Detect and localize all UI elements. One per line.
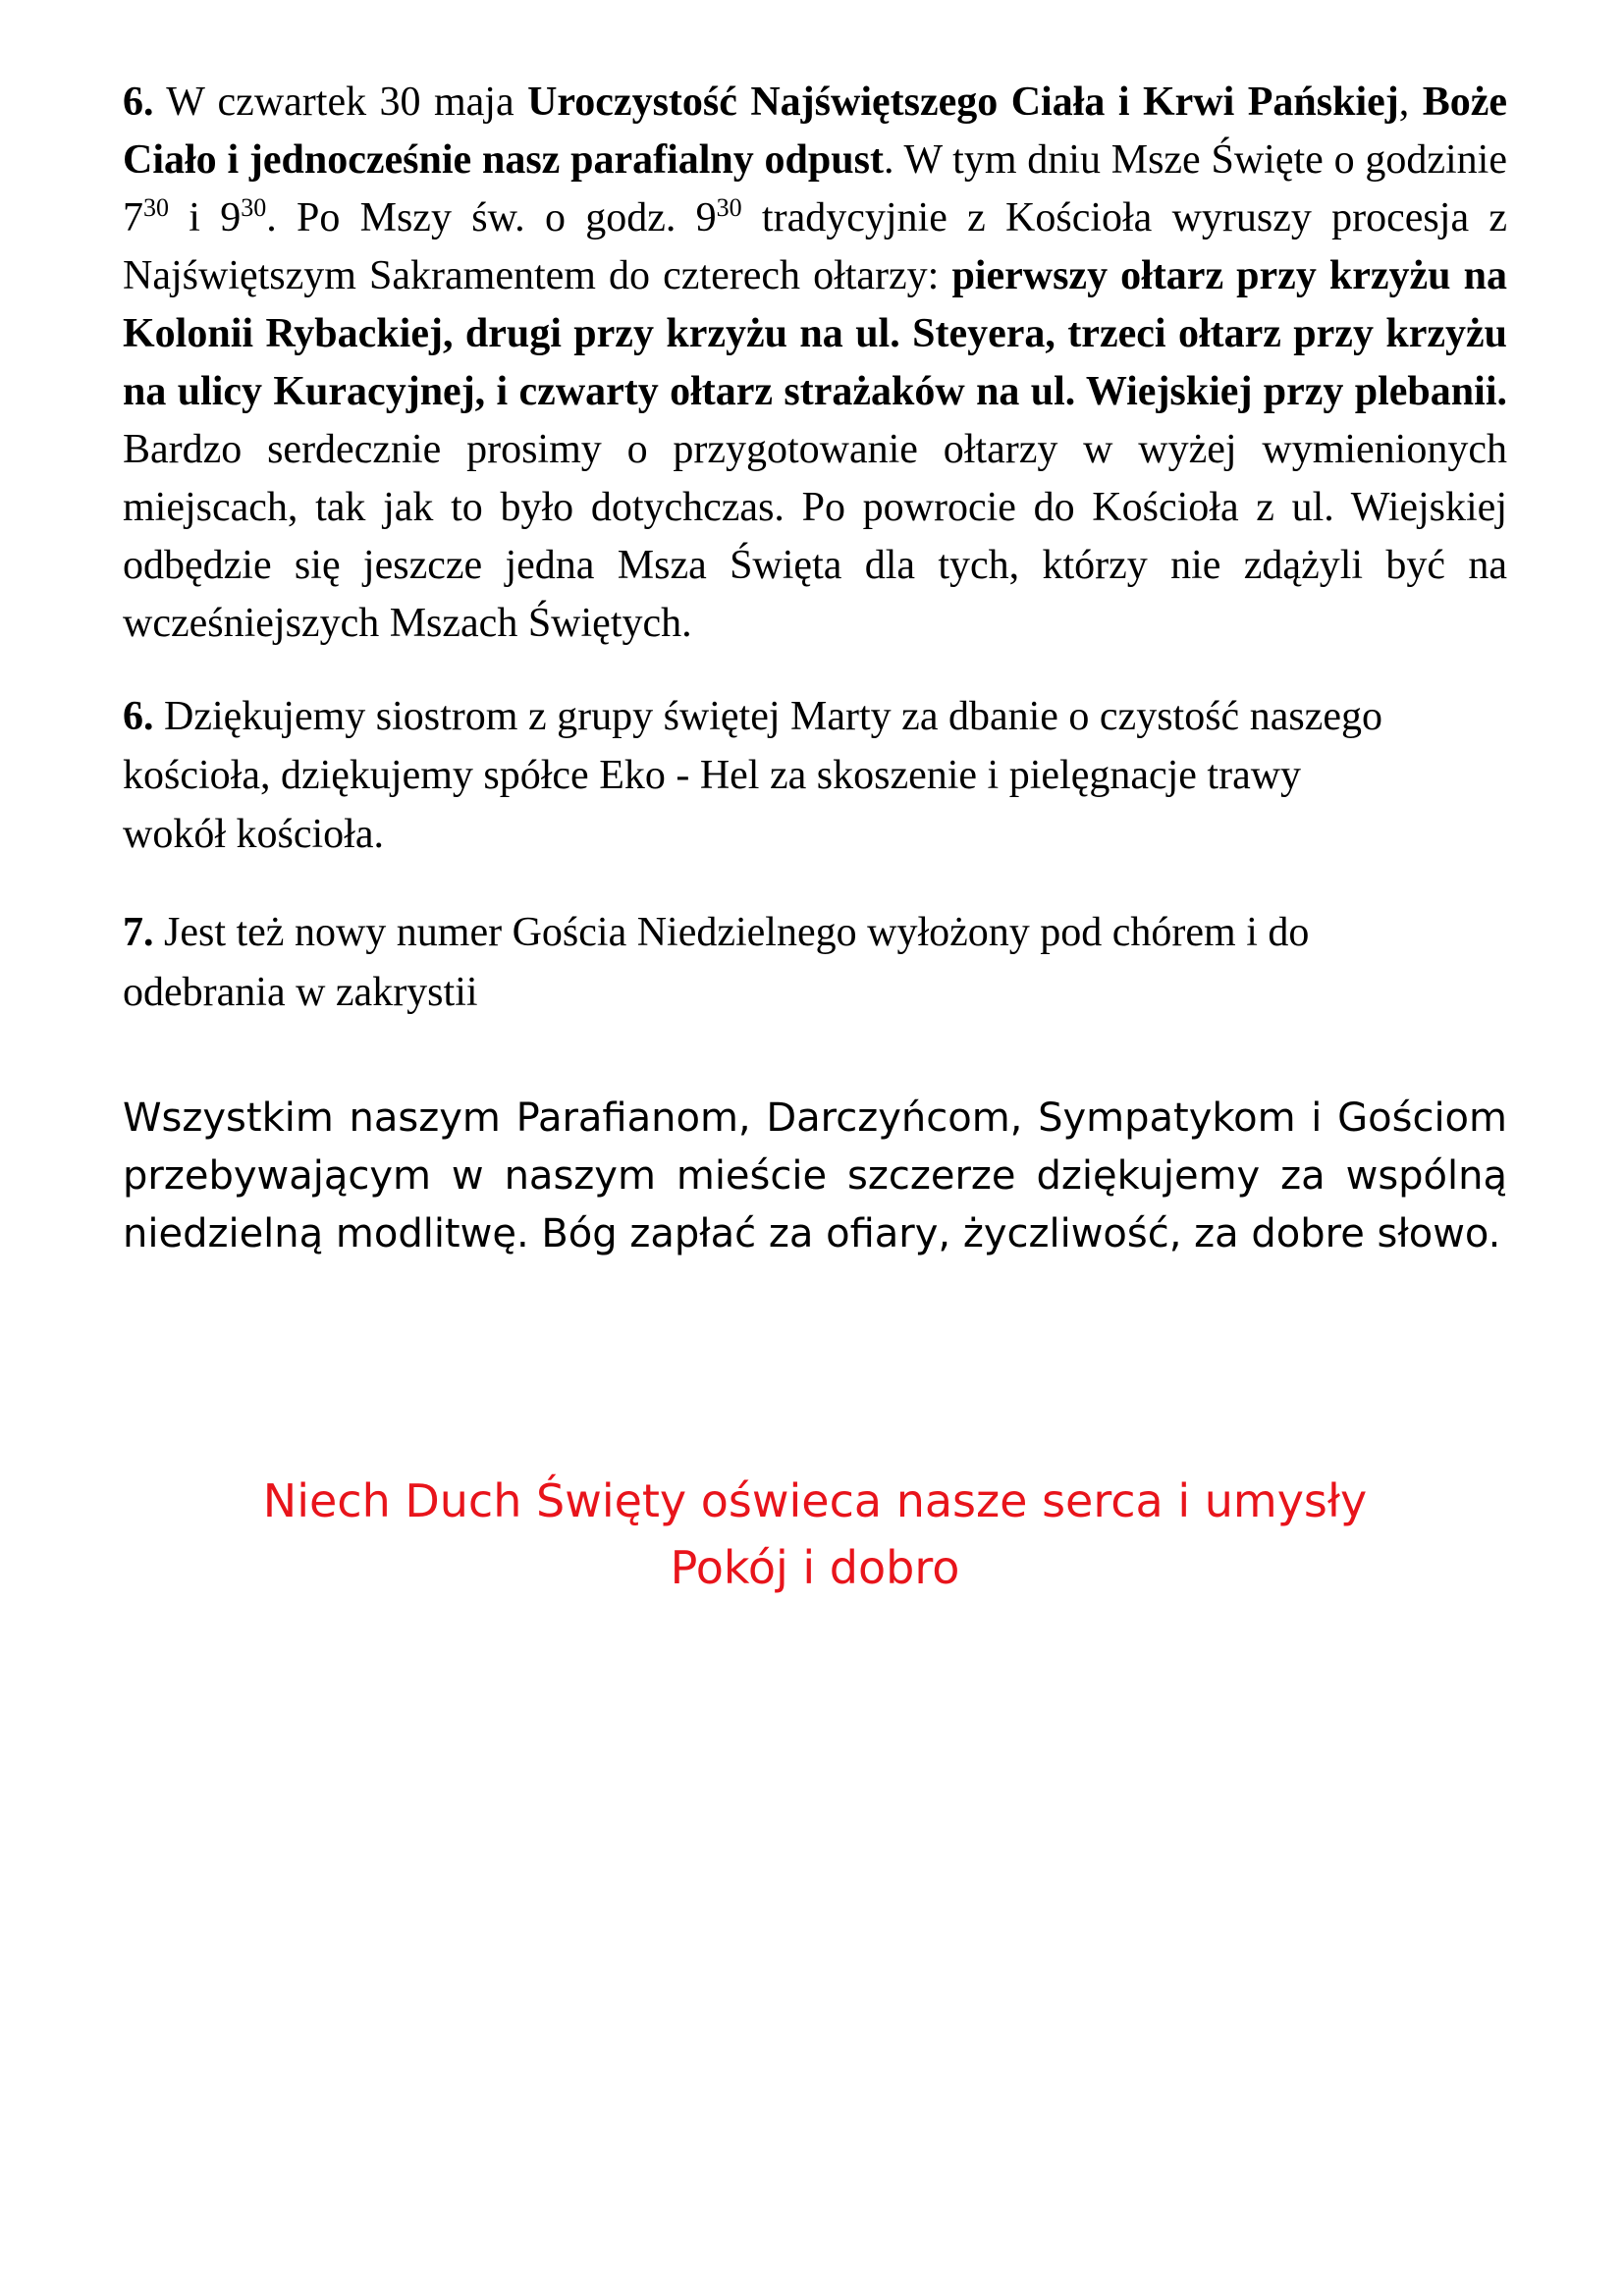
text-segment: . W tym dniu Msze Święte o godzinie 7: [123, 137, 1507, 240]
closing-blessing: [123, 1468, 1507, 1601]
item-number: 7.: [123, 910, 154, 955]
text-line: odebrania w zakrystii: [123, 970, 478, 1015]
text-line: kościoła, dziękujemy spółce Eko - Hel za skoszenie i pielęgnacje trawy: [123, 753, 1302, 798]
indulgence-title: Boże Ciało i jednocześnie nasz parafialny odpust: [123, 80, 1507, 183]
text-line: [123, 903, 1507, 963]
text-segment: ,: [1398, 80, 1423, 125]
closing-line-1: Niech Duch Święty oświeca nasze serca i umysły: [262, 1474, 1368, 1527]
text-segment: Dziękujemy siostrom z grupy świętej Marty za dbanie o czystość naszego: [153, 694, 1382, 739]
text-line: [123, 687, 1507, 746]
announcement-item-6-corpus-christi: [123, 74, 1507, 653]
closing-line-2: Pokój i dobro: [670, 1541, 960, 1594]
text-segment: Bardzo serdecznie prosimy o przygotowanie ołtarzy w wyżej wymienionych miejscach, tak jak to było dotychczas. Po powrocie do Kościoła z ul. Wiejskiej odbędzie się jeszcze jedna Msza Święta dla tych, którzy nie zdążyli być na wcześniejszych Mszach Świętych.: [123, 427, 1507, 646]
text-line: wokół kościoła.: [123, 812, 384, 857]
text-segment: tradycyjnie z Kościoła wyruszy procesja z Najświętszym Sakramentem do czterech ołtarzy:: [123, 195, 1508, 298]
announcement-item-6-thanks: [123, 687, 1507, 864]
time-superscript: 30: [241, 193, 267, 222]
item-number: 6.: [123, 80, 154, 125]
text-segment: W czwartek 30 maja: [153, 80, 528, 125]
thanks-paragraph: Wszystkim naszym Parafianom, Darczyńcom, Sympatykom i Gościom przebywającym w naszym mieście szczerze dziękujemy za wspólną niedzielną modlitwę. Bóg zapłać za ofiary, życzliwość, za dobre słowo.: [123, 1095, 1507, 1256]
altar-locations: pierwszy ołtarz przy krzyżu na Kolonii Rybackiej, drugi przy krzyżu na ul. Steyera, trzeci ołtarz przy krzyżu na ulicy Kuracyjnej, i czwarty ołtarz strażaków na ul. Wiejskiej przy plebanii.: [123, 253, 1507, 414]
feast-title: Uroczystość Najświętszego Ciała i Krwi Pańskiej: [527, 80, 1399, 125]
text-segment: . Po Mszy św. o godz. 9: [266, 195, 717, 240]
time-superscript: 30: [716, 193, 742, 222]
text-segment: i 9: [169, 195, 242, 240]
announcement-item-7: [123, 903, 1507, 1023]
item-number: 6.: [123, 694, 154, 739]
text-segment: Jest też nowy numer Gościa Niedzielnego wyłożony pod chórem i do: [153, 910, 1310, 955]
time-superscript: 30: [143, 193, 169, 222]
